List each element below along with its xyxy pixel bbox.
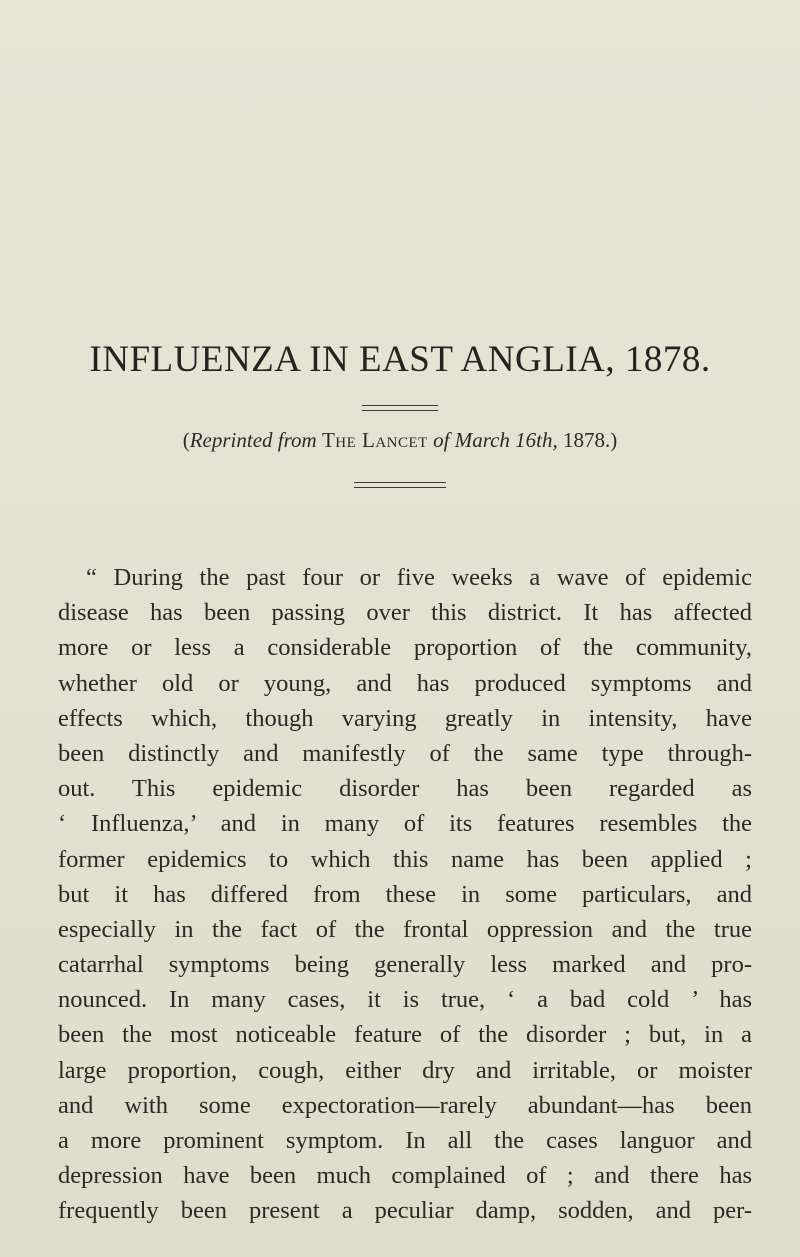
reprint-from-label: Reprinted from	[189, 428, 317, 452]
paragraph-line: ‘ Influenza,’ and in many of its features resembles the	[58, 810, 752, 838]
subtitle-rule-bottom	[354, 487, 446, 488]
subtitle-rule-top	[354, 482, 446, 483]
document-title: INFLUENZA IN EAST ANGLIA, 1878.	[89, 339, 711, 380]
paragraph-line: been the most noticeable feature of the disorder ; but, in a	[58, 1021, 752, 1049]
paragraph-line: depression have been much complained of ; and there has	[58, 1162, 752, 1190]
paragraph-line: effects which, though varying greatly in intensity, have	[58, 704, 752, 732]
paragraph-line: catarrhal symptoms being generally less marked and pro-	[58, 951, 752, 979]
paragraph-line: whether old or young, and has produced symptoms and	[58, 669, 752, 697]
article-paragraph	[58, 560, 752, 1229]
reprint-of-label: of	[433, 428, 450, 452]
paragraph-line: disease has been passing over this district. It has affected	[58, 599, 752, 627]
paragraph-line: former epidemics to which this name has been applied ;	[58, 845, 752, 873]
reprint-year: 1878.)	[563, 428, 618, 452]
paragraph-line: but it has differed from these in some particulars, and	[58, 880, 752, 908]
reprint-open-paren: (	[182, 428, 190, 452]
paragraph-line: and with some expectoration—rarely abundant—has been	[58, 1091, 752, 1119]
publication-name: The Lancet	[321, 428, 428, 452]
reprint-note	[60, 428, 740, 453]
paragraph-line: “ During the past four or five weeks a wave of epidemic	[86, 564, 752, 591]
reprint-day: 16th,	[515, 428, 558, 452]
paragraph-line: a more prominent symptom. In all the cases languor and	[58, 1127, 752, 1154]
paragraph-line: especially in the fact of the frontal oppression and the true	[58, 915, 752, 943]
title-rule-top	[362, 405, 438, 406]
paragraph-line: out. This epidemic disorder has been regarded as	[58, 775, 752, 803]
paragraph-line: nounced. In many cases, it is true, ‘ a bad cold ’ has	[58, 986, 752, 1014]
title-rule-bottom	[362, 410, 438, 411]
paragraph-line: been distinctly and manifestly of the same type through-	[58, 739, 752, 767]
paragraph-line: frequently been present a peculiar damp, sodden, and per-	[58, 1197, 752, 1225]
paragraph-line: large proportion, cough, either dry and irritable, or moister	[58, 1056, 752, 1084]
paragraph-line: more or less a considerable proportion of the community,	[58, 634, 752, 662]
reprint-month: March	[454, 428, 510, 452]
